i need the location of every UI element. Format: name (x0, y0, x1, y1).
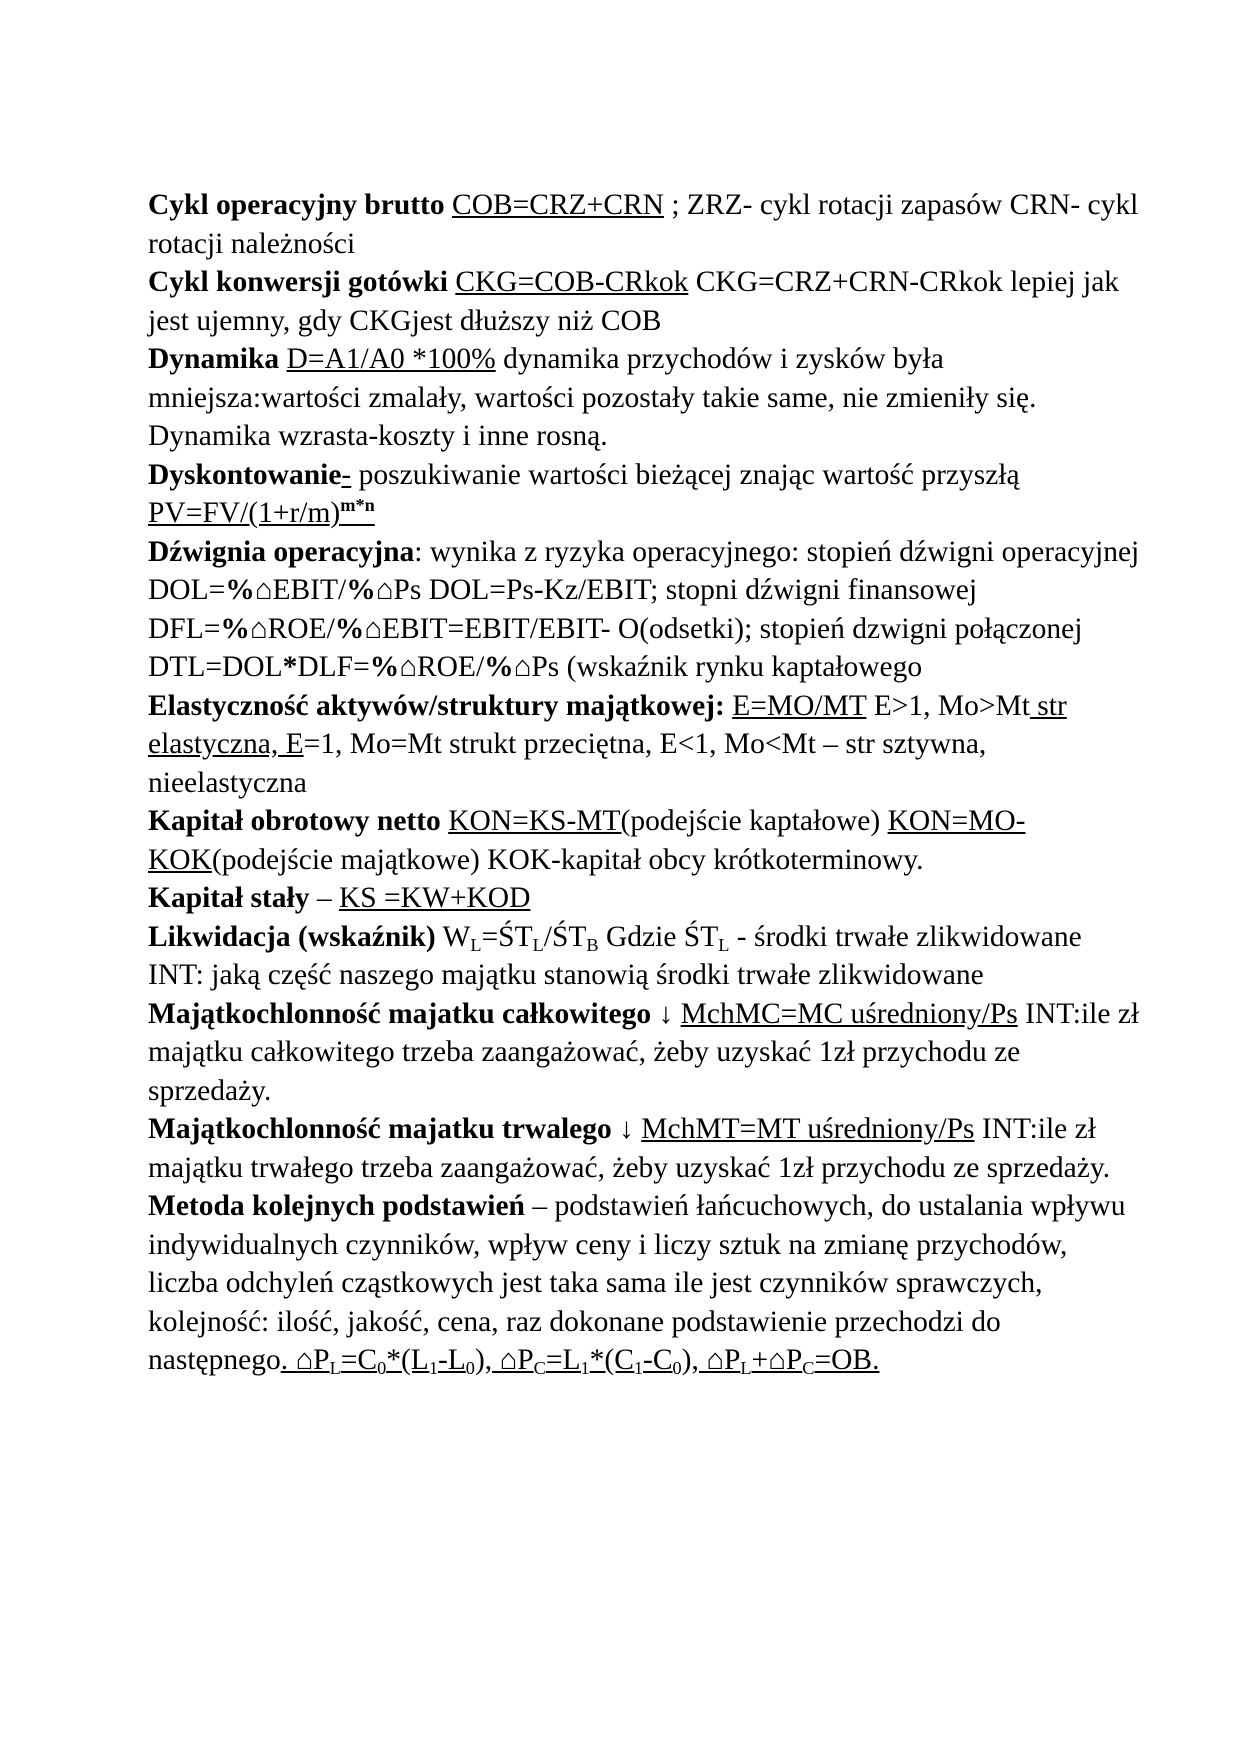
term: Kapitał stały (148, 882, 310, 914)
term: Majątkochlonność majatku trwalego (148, 1113, 612, 1145)
formula: E=MO/MT (732, 689, 867, 722)
entry-dynamika (148, 340, 1143, 456)
delta-symbol: ⌂ (399, 651, 417, 683)
term: Dyskontowanie (148, 458, 342, 491)
formula: COB=CRZ+CRN (452, 189, 664, 221)
entry-cykl-operacyjny (148, 186, 1143, 263)
term: Cykl operacyjny brutto (148, 189, 445, 221)
formula: KON=MO-KOK (148, 805, 1026, 876)
term: Dźwignia operacyjna (148, 535, 415, 568)
definition: INT:ile zł majątku całkowitego trzeba zaangażować, żeby uzyskać 1zł przychodu ze sprzedaży. (148, 997, 1140, 1107)
delta-symbol: ⌂ (364, 612, 382, 645)
entry-metoda-podstawien (148, 1187, 1143, 1380)
term: Metoda kolejnych podstawień (148, 1190, 525, 1222)
definition: dynamika przychodów i zysków była mniejsza:wartości zmalały, wartości pozostały takie same, nie zmieniły się. Dynamika wzrasta-koszty i inne rosną. (148, 343, 1037, 452)
formula: CKG=COB-CRkok (455, 266, 689, 298)
definition: CKG=CRZ+CRN-CRkok lepiej jak jest ujemny, gdy CKGjest dłuższy niż COB (148, 266, 1120, 337)
delta-symbol: ⌂ (513, 651, 532, 683)
entry-dzwignia: Dźwignia operacyjna: wynika z ryzyka operacyjnego: stopień dźwigni operacyjnej DOL=%⌂EBIT/%⌂Ps DOL=Ps-Kz/EBIT; stopni dźwigni finansowej DFL=%⌂ROE/%⌂EBIT=EBIT/EBIT- O(odsetki); stopień dzwigni połączonej DTL=DOL*DLF=%⌂ROE/%⌂Ps (wskaźnik rynku kaptałowego (148, 535, 1140, 683)
definition: – podstawień łańcuchowych, do ustalania wpływu indywidualnych czynników, wpływ ceny i liczy sztuk na zmianę przychodów, liczba odchyleń cząstkowych jest taka sama ile jest czynników sprawczych, kolejność: ilość, jakość, cena, raz dokonane podstawienie przechodzi do następnego (148, 1190, 1126, 1376)
definition: INT:ile zł majątku trwałego trzeba zaangażować, żeby uzyskać 1zł przychodu ze sprzedaży. (148, 1113, 1111, 1184)
entry-majatkochlonnosc-trwaly (148, 1110, 1143, 1187)
formula: $PV=FV/(1+r/m)^{m*n}$ (148, 495, 375, 529)
formula: KS =KW+KOD (338, 882, 531, 914)
definition: - środki trwałe zlikwidowane INT: jaką część naszego majątku stanowią środki trwałe zlikwidowane (148, 920, 1082, 991)
delta-symbol: ⌂ (375, 574, 394, 606)
delta-symbol: ⌂ (254, 574, 273, 606)
dash: - (341, 458, 352, 491)
document-page (148, 186, 1143, 1380)
term: Cykl konwersji gotówki (148, 266, 448, 298)
entry-cykl-konwersji (148, 263, 1143, 340)
arrow-down-icon: ↓ (611, 1113, 642, 1145)
term: Elastyczność aktywów/struktury majątkowej: (148, 689, 725, 722)
term: Dynamika (148, 343, 280, 375)
entry-likwidacja: Likwidacja (wskaźnik) $W_L=ŚT_L/ŚT_B$ Gdzie $ŚT_L$ - środki trwałe zlikwidowane INT: jaką część naszego majątku stanowią środki trwałe zlikwidowane (148, 920, 1082, 991)
term: Kapitał obrotowy netto (148, 805, 441, 837)
entry-kapital-obrotowy: Kapitał obrotowy netto KON=KS-MT(podejście kaptałowe) KON=MO-KOK(podejście majątkowe) KOK-kapitał obcy krótkoterminowy. (148, 805, 1026, 876)
entry-kapital-staly: Kapitał stały – KS =KW+KOD (148, 882, 531, 914)
entry-elastycznosc: Elastyczność aktywów/struktury majątkowej: E=MO/MT E>1, Mo>Mt str elastyczna, E=1, Mo=Mt strukt przeciętna, E<1, Mo<Mt – str sztywna, nieelastyczna (148, 689, 1067, 799)
delta-symbol: ⌂ (249, 612, 268, 645)
formula: MchMT=MT uśredniony/Ps (641, 1113, 975, 1145)
entry-majatkochlonnosc-calkowity (148, 995, 1143, 1111)
formula: MchMC=MC uśredniony/Ps (680, 997, 1018, 1030)
formula: . $⌂P_L=C_0*(L_1-L_0)$, $⌂P_C=L_1*(C_1-C_0)$, $⌂P_L+⌂P_C=OB$. (280, 1344, 880, 1379)
definition: poszukiwanie wartości bieżącej znając wartość przyszłą (351, 458, 1020, 491)
exponent: m*n (340, 495, 375, 516)
arrow-down-icon: ↓ (651, 997, 681, 1030)
formula: D=A1/A0 *100% (286, 343, 496, 375)
term: Majątkochlonność majatku całkowitego (148, 997, 652, 1030)
term: Likwidacja (wskaźnik) (148, 920, 436, 953)
definition: ; ZRZ- cykl rotacji zapasów CRN- cykl rotacji należności (148, 189, 1139, 260)
formula: KON=KS-MT( (448, 805, 631, 837)
entry-dyskontowanie (148, 456, 1143, 533)
